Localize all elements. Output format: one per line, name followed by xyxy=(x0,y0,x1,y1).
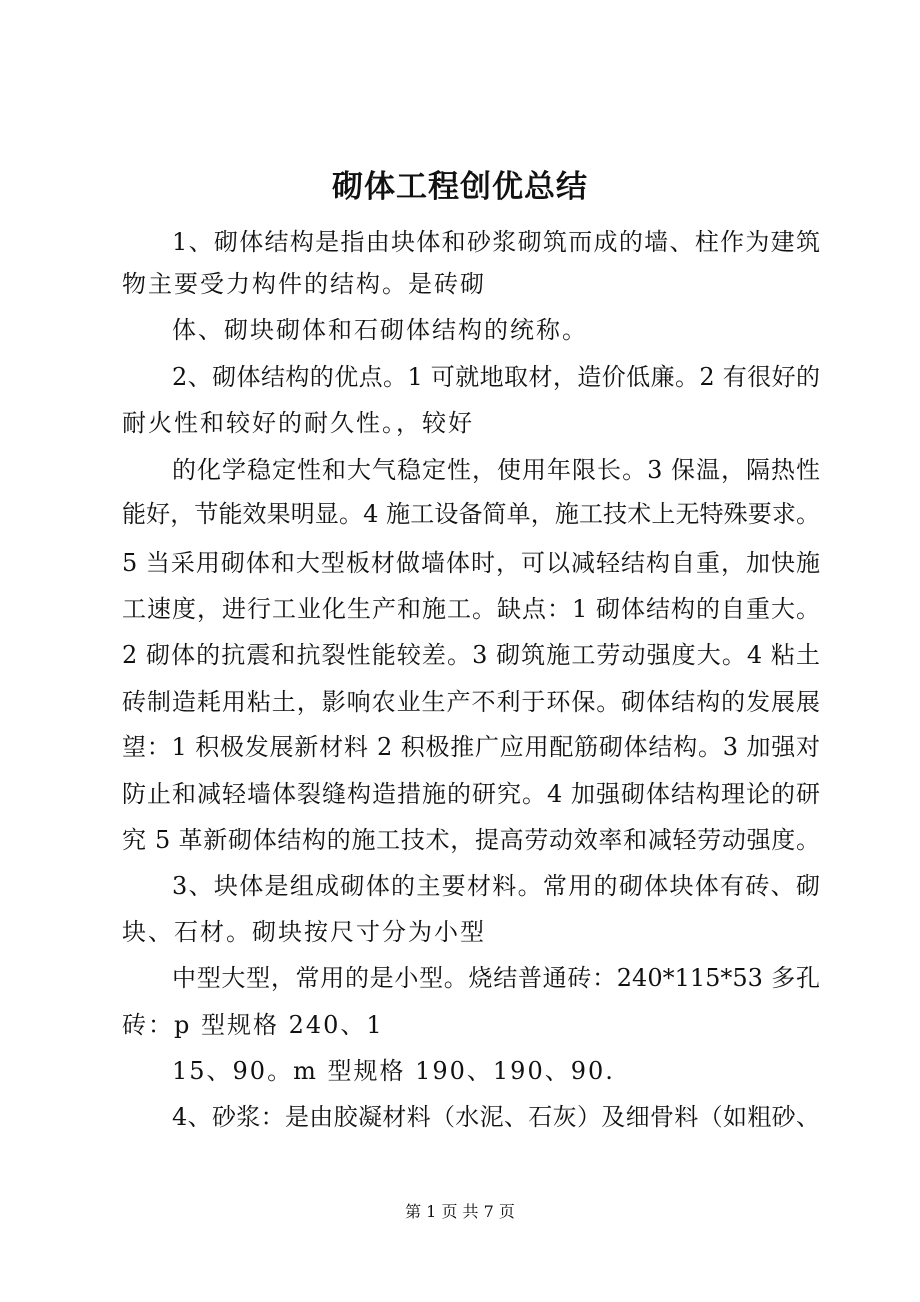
body-line: 2 砌体的抗震和抗裂性能较差。3 砌筑施工劳动强度大。4 粘土 xyxy=(122,641,820,669)
page-footer: 第 1 页 共 7 页 xyxy=(405,1202,515,1221)
body-line: 2、砌体结构的优点。1 可就地取材，造价低廉。2 有很好的 xyxy=(172,363,820,391)
body-line: 的化学稳定性和大气稳定性，使用年限长。3 保温，隔热性 xyxy=(172,456,820,484)
body-line: 5 当采用砌体和大型板材做墙体时，可以减轻结构自重，加快施 xyxy=(122,549,820,577)
body-line: 体、砌块砌体和石砌体结构的统称。 xyxy=(172,316,588,344)
body-line: 望：1 积极发展新材料 2 积极推广应用配筋砌体结构。3 加强对 xyxy=(122,733,820,761)
body-line: 4、砂浆：是由胶凝材料（水泥、石灰）及细骨料（如粗砂、 xyxy=(172,1103,820,1131)
body-line: 能好，节能效果明显。4 施工设备简单，施工技术上无特殊要求。 xyxy=(122,500,820,528)
body-line: 3、块体是组成砌体的主要材料。常用的砌体块体有砖、砌 xyxy=(172,872,820,900)
page-title: 砌体工程创优总结 xyxy=(332,169,588,205)
body-line: 物主要受力构件的结构。是砖砌 xyxy=(122,270,486,298)
body-line: 防止和减轻墙体裂缝构造措施的研究。4 加强砌体结构理论的研 xyxy=(122,780,820,808)
body-line: 1、砌体结构是指由块体和砂浆砌筑而成的墙、柱作为建筑 xyxy=(172,228,820,256)
body-line: 15、90。m 型规格 190、190、90. xyxy=(172,1057,615,1085)
body-line: 中型大型，常用的是小型。烧结普通砖：240*115*53 多孔 xyxy=(172,964,820,992)
body-line: 耐火性和较好的耐久性。，较好 xyxy=(122,409,474,437)
body-line: 工速度，进行工业化生产和施工。缺点：1 砌体结构的自重大。 xyxy=(122,595,820,623)
body-line: 砖：p 型规格 240、1 xyxy=(122,1011,384,1039)
body-line: 究 5 革新砌体结构的施工技术，提高劳动效率和减轻劳动强度。 xyxy=(122,826,820,854)
body-line: 砖制造耗用粘土，影响农业生产不利于环保。砌体结构的发展展 xyxy=(122,688,820,716)
body-line: 块、石材。砌块按尺寸分为小型 xyxy=(122,918,486,946)
